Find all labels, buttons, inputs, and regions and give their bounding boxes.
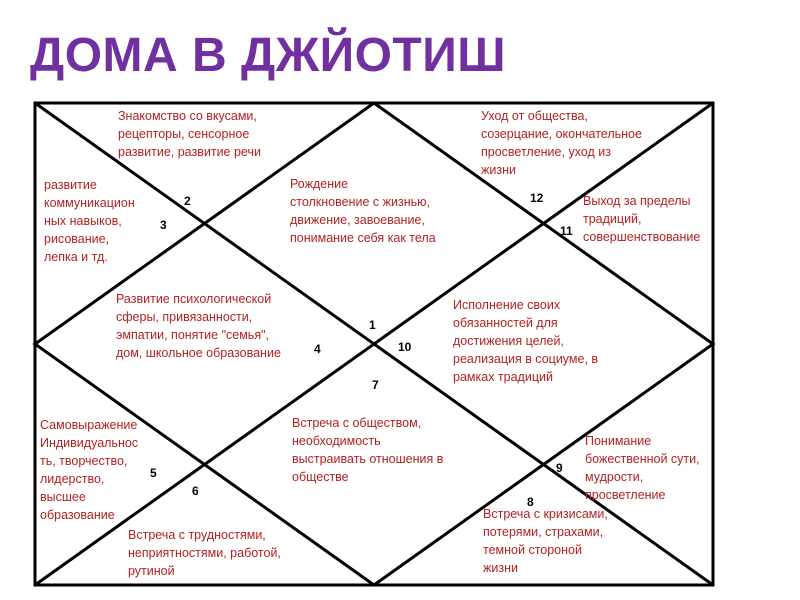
house-7-description <box>292 414 443 486</box>
house-8-line: жизни <box>483 561 518 575</box>
house-8-line: Встреча с кризисами, <box>483 507 608 521</box>
house-12-line: Уход от общества, <box>481 109 588 123</box>
house-10-line: Исполнение своих <box>453 298 561 312</box>
house-6-line: неприятностями, работой, <box>128 546 281 560</box>
house-3-line: развитие <box>44 178 97 192</box>
house-1-line: понимание себя как тела <box>290 231 436 245</box>
house-9-description <box>585 432 700 504</box>
house-1-line: движение, завоевание, <box>290 213 425 227</box>
house-12-line: просветление, уход из <box>481 145 611 159</box>
house-10-line: достижения целей, <box>453 334 564 348</box>
house-3-line: коммуникацион <box>44 196 135 210</box>
house-10-line: обязанностей для <box>453 316 558 330</box>
house-5-number: 5 <box>150 466 157 480</box>
house-10-line: рамках традиций <box>453 370 553 384</box>
house-12-description <box>481 107 642 179</box>
house-8-number: 8 <box>527 495 534 509</box>
house-6-number: 6 <box>192 484 199 498</box>
house-8-description <box>483 505 608 577</box>
house-12-line: жизни <box>481 163 516 177</box>
house-5-line: Индивидуальнос <box>40 436 139 450</box>
house-4-line: эмпатии, понятие "семья", <box>116 328 270 342</box>
house-2-line: рецепторы, сенсорное <box>118 127 250 141</box>
house-5-line: образование <box>40 508 115 522</box>
house-12-number: 12 <box>530 191 544 205</box>
house-2-line: развитие, развитие речи <box>118 145 261 159</box>
house-2-description <box>118 107 261 161</box>
house-9-line: Понимание <box>585 434 652 448</box>
house-3-line: рисование, <box>44 232 110 246</box>
house-5-line: ть, творчество, <box>40 454 128 468</box>
house-7-line: обществе <box>292 470 349 484</box>
house-3-number: 3 <box>160 218 167 232</box>
house-7-line: необходимость <box>292 434 381 448</box>
house-5-description <box>40 416 138 524</box>
house-7-line: Встреча с обществом, <box>292 416 422 430</box>
house-9-number: 9 <box>556 461 563 475</box>
house-3-line: лепка и тд. <box>44 250 108 264</box>
house-1-number: 1 <box>369 318 376 332</box>
house-8-line: темной стороной <box>483 543 582 557</box>
house-11-number: 11 <box>560 224 573 238</box>
house-10-number: 10 <box>398 340 412 354</box>
house-2-number: 2 <box>184 194 191 208</box>
house-3-line: ных навыков, <box>44 214 122 228</box>
house-1-line: столкновение с жизнью, <box>290 195 430 209</box>
house-11-line: Выход за пределы <box>583 194 691 208</box>
house-7-number: 7 <box>372 378 379 392</box>
house-1-line: Рождение <box>290 177 349 191</box>
house-4-line: дом, школьное образование <box>116 346 281 360</box>
house-4-line: Развитие психологической <box>116 292 272 306</box>
house-12-line: созерцание, окончательное <box>481 127 642 141</box>
house-10-description <box>453 296 598 386</box>
page-title: ДОМА В ДЖЙОТИШ <box>30 29 506 82</box>
house-2-line: Знакомство со вкусами, <box>118 109 257 123</box>
house-3-description <box>44 176 135 266</box>
house-5-line: высшее <box>40 490 86 504</box>
house-5-line: лидерство, <box>40 472 105 486</box>
house-9-line: мудрости, <box>585 470 644 484</box>
house-9-line: просветление <box>585 488 666 502</box>
house-11-description <box>583 192 700 246</box>
house-8-line: потерями, страхами, <box>483 525 604 539</box>
house-6-line: Встреча с трудностями, <box>128 528 266 542</box>
house-5-line: Самовыражение <box>40 418 138 432</box>
house-4-number: 4 <box>314 342 321 356</box>
house-1-description <box>290 175 436 247</box>
house-10-line: реализация в социуме, в <box>453 352 599 366</box>
house-11-line: совершенствование <box>583 230 701 244</box>
house-6-line: рутиной <box>128 564 175 578</box>
house-9-line: божественной сути, <box>585 452 700 466</box>
house-11-line: традиций, <box>583 212 642 226</box>
house-4-description <box>116 290 281 362</box>
house-7-line: выстраивать отношения в <box>292 452 444 466</box>
house-6-description <box>128 526 281 580</box>
house-4-line: сферы, привязанности, <box>116 310 253 324</box>
